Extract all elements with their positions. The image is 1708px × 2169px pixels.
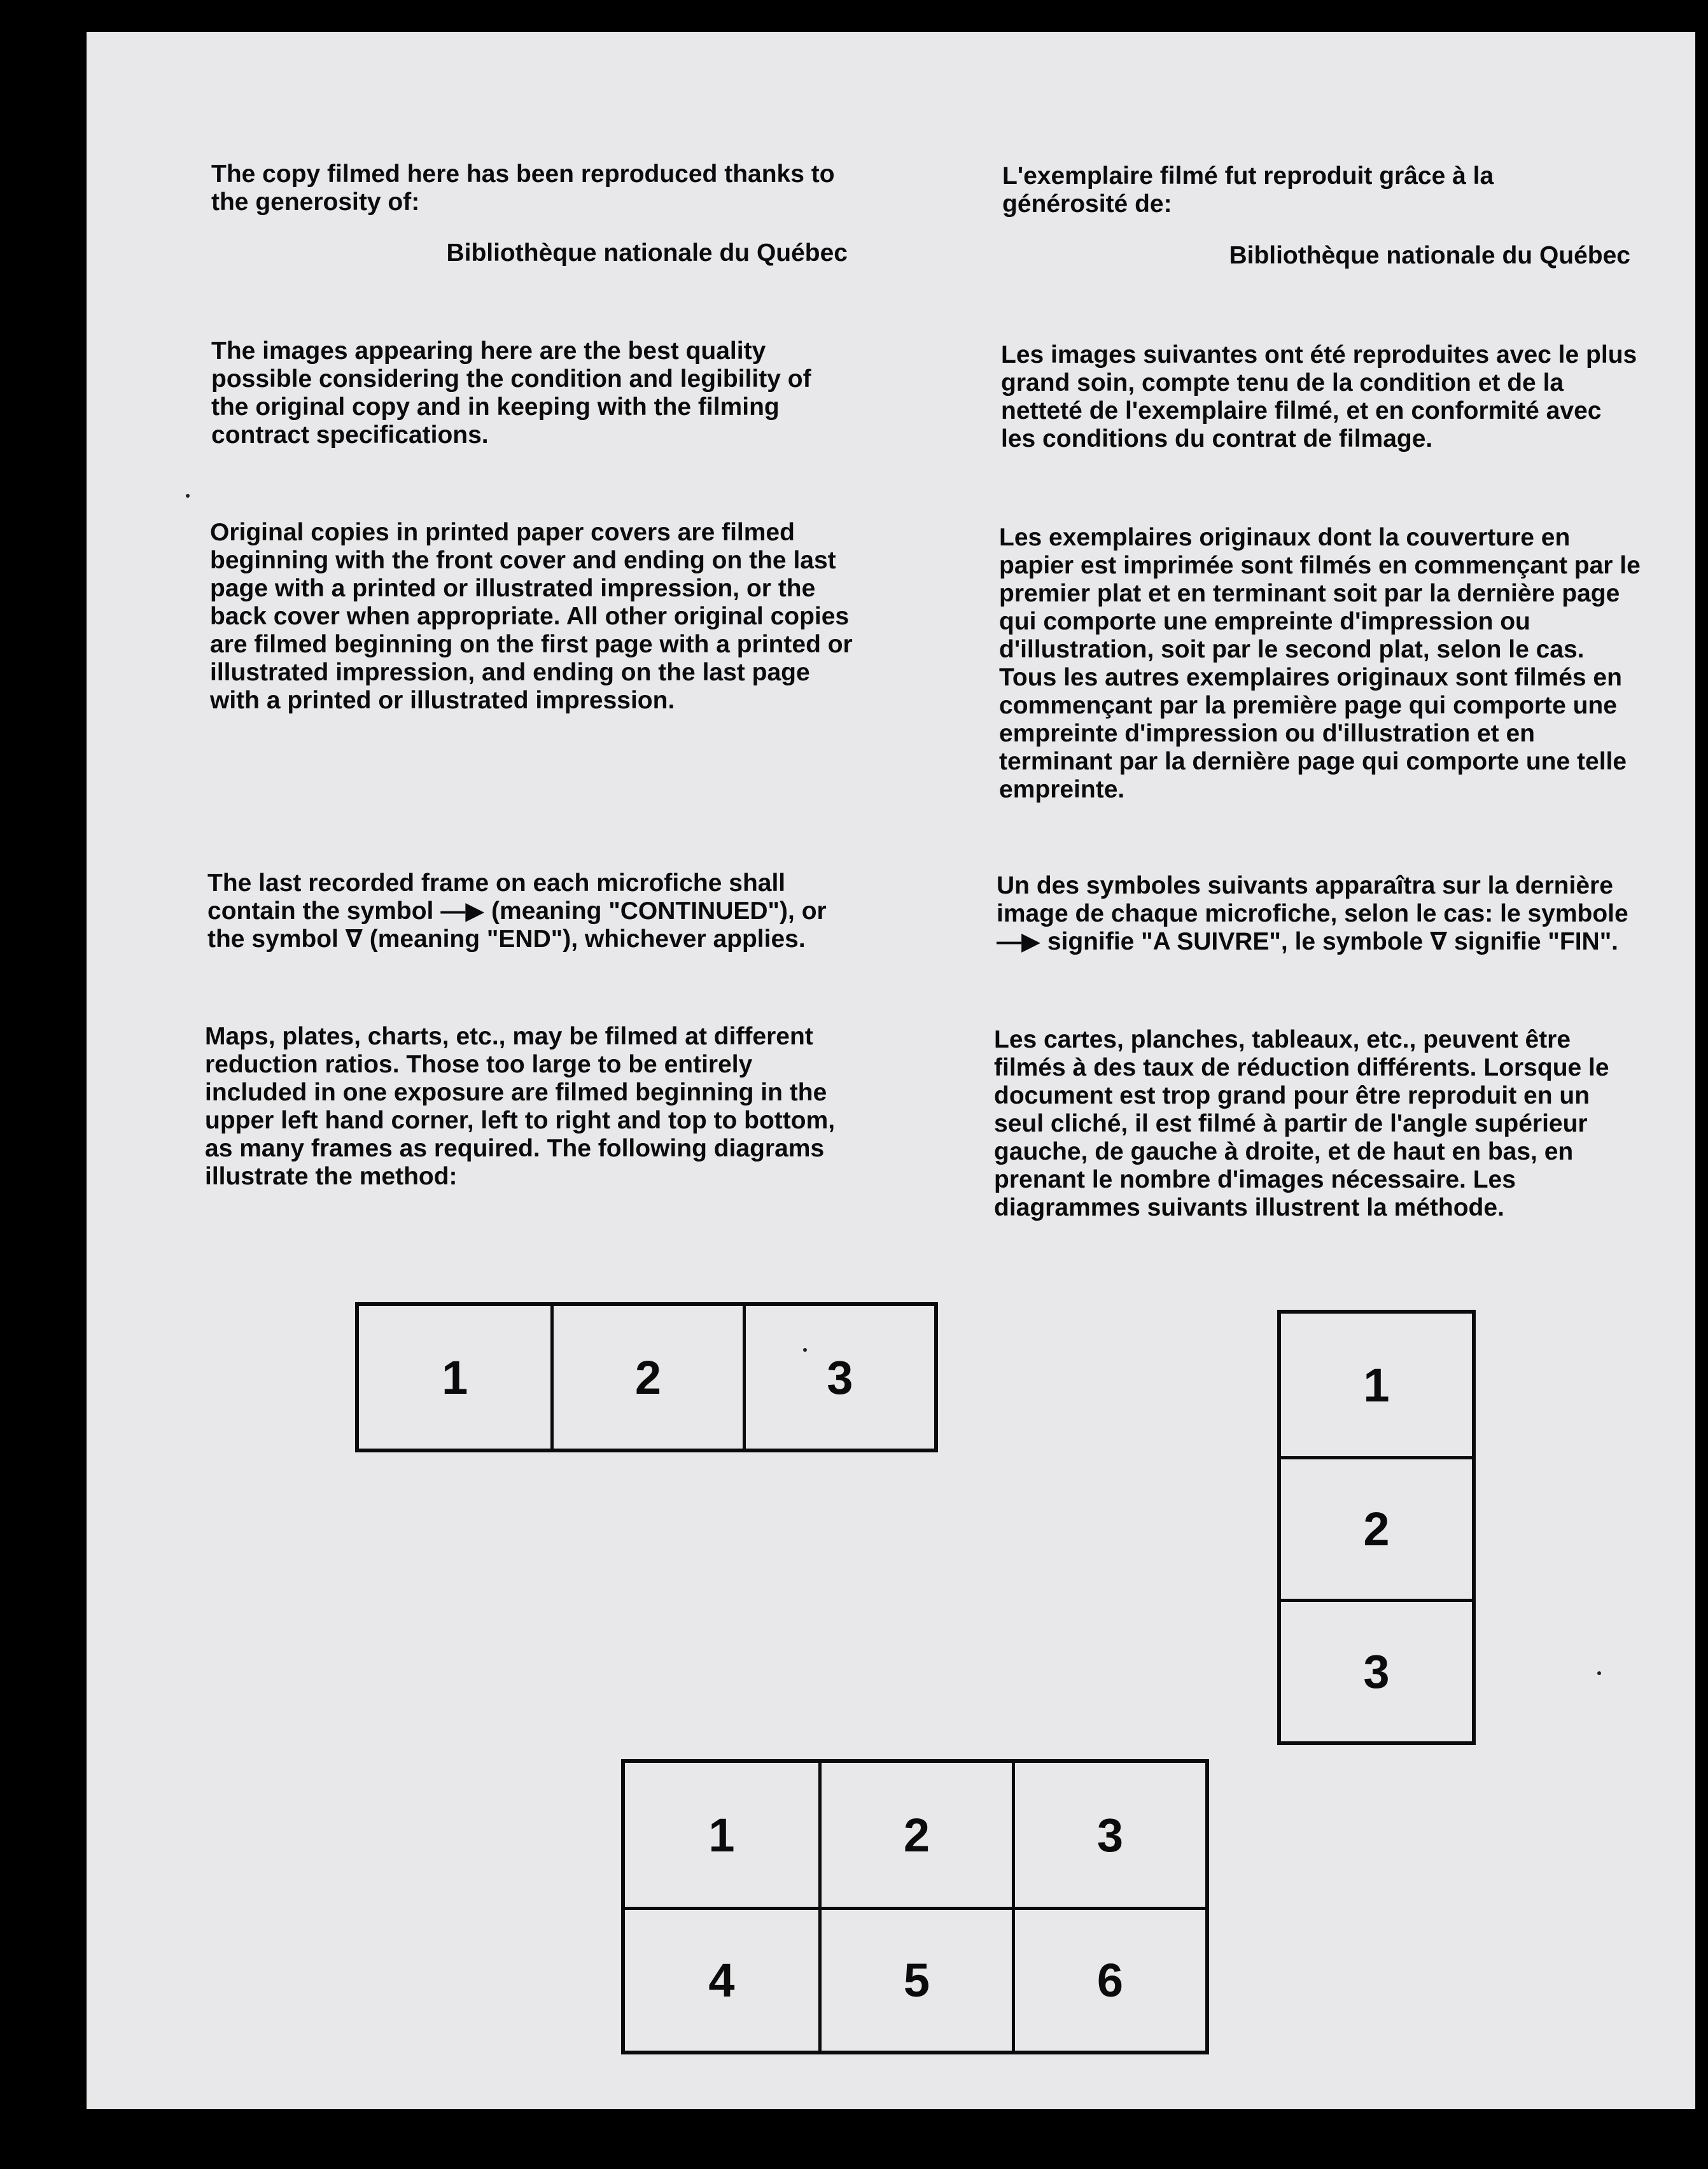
frame-cell: 2 — [550, 1306, 742, 1449]
right-maps-text: Les cartes, planches, tableaux, etc., peuvent être filmés à des taux de réduction différents. Lorsque le document est trop grand pour être reproduit en un seul cliché, il est filmé à partir de l'angle supérieur gauche, de gauche à droite, et de haut en bas, en prenant le nombre d'images nécessaire. Les diagrammes suivants illustrent la méthode. — [994, 1026, 1609, 1221]
frame-cell: 2 — [818, 1763, 1012, 1907]
right-thanks-text: L'exemplaire filmé fut reproduit grâce à la générosité de: — [1002, 162, 1494, 218]
left-symbols-text: The last recorded frame on each microfiche shall contain the symbol —▶ (meaning "CONTINUED"), or the symbol ∇ (meaning "END"), whichever applies. — [207, 869, 827, 953]
right-quality-text: Les images suivantes ont été reproduites avec le plus grand soin, compte tenu de la condition et de la netteté de l'exemplaire filmé, et en conformité avec les conditions du contrat de filmage. — [1001, 341, 1637, 453]
left-library-name: Bibliothèque nationale du Québec — [446, 239, 848, 267]
frame-cell: 6 — [1012, 1907, 1205, 2051]
frame-cell: 3 — [1281, 1599, 1472, 1741]
frame-cell: 1 — [442, 1351, 468, 1404]
diagram-grid-six-frames — [621, 1759, 1209, 2054]
scan-speck — [803, 1348, 807, 1352]
frame-cell: 2 — [1281, 1456, 1472, 1599]
scan-speck — [1597, 1671, 1601, 1675]
frame-cell: 1 — [1363, 1358, 1390, 1412]
frame-cell: 4 — [625, 1907, 818, 2051]
right-library-name: Bibliothèque nationale du Québec — [1229, 242, 1630, 269]
left-covers-text: Original copies in printed paper covers are filmed beginning with the front cover and ending on the last page with a printed or illustrated impression, or the back cover when appropriate. All other original copies are filmed beginning on the first page with a printed or illustrated impression, and ending on the last page with a printed or illustrated impression. — [210, 519, 853, 714]
diagram-column-three-frames — [1277, 1310, 1476, 1745]
scan-speck — [186, 494, 190, 498]
left-quality-text: The images appearing here are the best quality possible considering the condition and legibility of the original copy and in keeping with the filming contract specifications. — [211, 337, 811, 449]
right-symbols-text: Un des symboles suivants apparaîtra sur la dernière image de chaque microfiche, selon le cas: le symbole —▶ signifie "A SUIVRE", le symbole ∇ signifie "FIN". — [997, 872, 1628, 955]
frame-cell: 3 — [743, 1306, 934, 1449]
frame-cell: 3 — [1012, 1763, 1205, 1907]
right-covers-text: Les exemplaires originaux dont la couverture en papier est imprimée sont filmés en commençant par le premier plat et en terminant soit par la dernière page qui comporte une empreinte d'impression ou d'illustration, soit par le second plat, selon le cas. Tous les autres exemplaires originaux sont filmés en commençant par la première page qui comporte une empreinte d'impression ou d'illustration et en terminant par la dernière page qui comporte une telle empreinte. — [999, 524, 1641, 803]
diagram-row-three-frames — [355, 1302, 938, 1452]
left-maps-text: Maps, plates, charts, etc., may be filmed at different reduction ratios. Those too large to be entirely included in one exposure are filmed beginning in the upper left hand corner, left to right and top to bottom, as many frames as required. The following diagrams illustrate the method: — [205, 1023, 836, 1190]
left-thanks-text: The copy filmed here has been reproduced thanks to the generosity of: — [211, 160, 835, 216]
frame-cell: 1 — [708, 1808, 735, 1862]
frame-cell: 5 — [818, 1907, 1012, 2051]
